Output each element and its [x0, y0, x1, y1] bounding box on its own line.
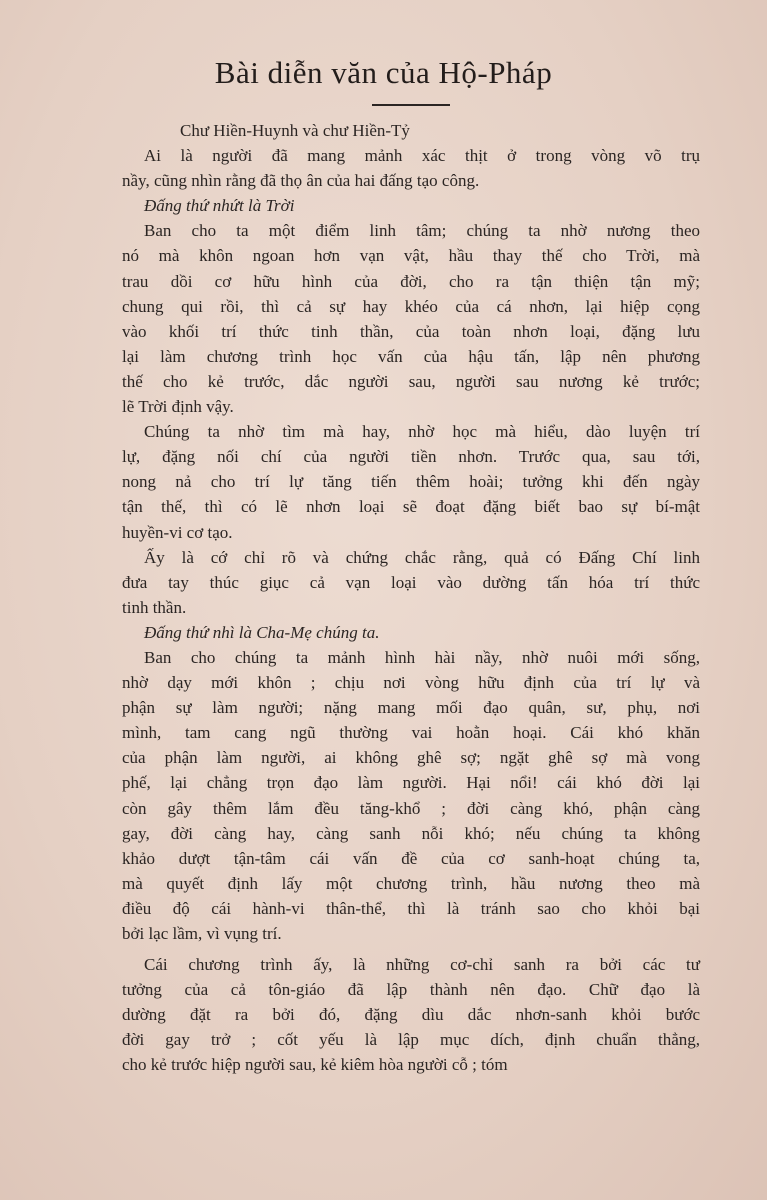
text-line: tinh thần. [122, 597, 187, 617]
title-divider [372, 104, 450, 106]
text-line: đời gay trở ; cốt yếu là lập mục dích, định chuẩn thẳng, [122, 1030, 700, 1050]
text-line: chung qui rồi, thì cả sự hay khéo của cá nhơn, lại hiệp cọng [122, 296, 700, 316]
page-title: Bài diễn văn của Hộ-Pháp [214, 55, 553, 90]
text-line: tưởng của cả tôn-giáo đã lập thành nên đạo. Chữ đạo là [122, 980, 700, 1000]
text-line: thế cho kẻ trước, dắc người sau, người sau nương kẻ trước; [122, 371, 700, 391]
text-line: điều độ cái hành-vi thân-thể, thì là tránh sao cho khỏi bại [122, 898, 700, 918]
section-heading [122, 193, 700, 218]
text-line: nầy, cũng nhìn rằng đã thọ ân của hai đấng tạo công. [122, 171, 480, 191]
text-line: mà quyết định lấy một chương trình, hầu nương theo mà [122, 873, 700, 893]
text-line: lẽ Trời định vậy. [122, 397, 234, 417]
text-line: nong nả cho trí lự tăng tiến thêm hoài; tưởng khi đến ngày [122, 472, 700, 492]
text-line: lại làm chương trình học vấn của hậu tấn, lập nên phương [122, 346, 700, 366]
text-line: nhờ dạy mới khôn ; chịu nơi vòng hữu định của trí lự và [122, 673, 700, 693]
text-line: phế, lại chẳng trọn đạo làm người. Hại nổi! cái khó đời lại [122, 773, 700, 793]
text-line: dường đặt ra bởi đó, đặng dìu dắc nhơn-sanh khỏi bước [122, 1005, 700, 1025]
text-line: Ấy là cớ chỉ rõ và chứng chắc rằng, quả có Đấng Chí linh [144, 547, 700, 567]
text-line: vào khối trí thức tinh thần, của toàn nhơn loại, đặng lưu [122, 321, 700, 341]
salutation: Chư Hiền-Huynh và chư Hiền-Tỷ [180, 121, 410, 140]
paragraph [122, 545, 700, 620]
text-line: của phận làm người, ai không ghê sợ; ngặt ghê sợ mà vong [122, 748, 700, 768]
text-line: Đấng thứ nhì là Cha-Mẹ chúng ta. [144, 622, 380, 642]
paragraph [122, 419, 700, 544]
paragraph [122, 143, 700, 193]
text-line: bởi lạc lầm, vì vụng trí. [122, 924, 282, 943]
text-line: Chúng ta nhờ tìm mà hay, nhờ học mà hiểu, dào luyện trí [144, 422, 700, 442]
text-line: Ban cho ta một điểm linh tâm; chúng ta nhờ nương theo [144, 221, 700, 241]
text-line: lự, đặng nối chí của người tiền nhơn. Trước qua, sau tới, [122, 447, 700, 467]
paragraph [122, 952, 700, 1077]
paragraph [122, 218, 700, 419]
text-line: khảo dượt tận-tâm cái vấn đề của cơ sanh-hoạt chúng ta, [122, 848, 700, 868]
paragraph [122, 645, 700, 946]
text-line: mình, tam cang ngũ thường vai hoằn hoại. Cái khó khăn [122, 723, 700, 743]
text-line: gay, đời càng hay, càng sanh nỗi khó; nếu chúng ta không [122, 823, 700, 843]
text-line: huyền-vi cơ tạo. [122, 522, 233, 542]
text-line: nó mà khôn ngoan hơn vạn vật, hầu thay thế cho Trời, mà [122, 246, 700, 266]
text-line: tận thế, thì có lẽ nhơn loại sẽ đoạt đặng biết bao sự bí-mật [122, 497, 700, 517]
text-line: còn gây thêm lắm đều tăng-khổ ; đời càng khó, phận càng [122, 798, 700, 818]
section-heading [122, 620, 700, 645]
text-line: Ban cho chúng ta mảnh hình hài nầy, nhờ nuôi mới sống, [144, 647, 700, 667]
text-line: phận sự làm người; nặng mang mối đạo quân, sư, phụ, nơi [122, 698, 700, 718]
text-line: trau dồi cơ hữu hình của đời, cho ra tận thiện tận mỹ; [122, 271, 700, 291]
text-line: đưa tay thúc giục cả vạn loại vào dường tấn hóa trí thức [122, 572, 700, 592]
text-line: Ai là người đã mang mảnh xác thịt ở trong vòng võ trụ [144, 146, 700, 166]
speech-body [122, 118, 700, 1078]
text-line: cho kẻ trước hiệp người sau, kẻ kiêm hòa người cỗ ; tóm [122, 1055, 508, 1075]
text-line: Cái chương trình ấy, là những cơ-chỉ sanh ra bởi các tư [144, 955, 700, 975]
text-line: Đấng thứ nhứt là Trời [144, 196, 295, 216]
